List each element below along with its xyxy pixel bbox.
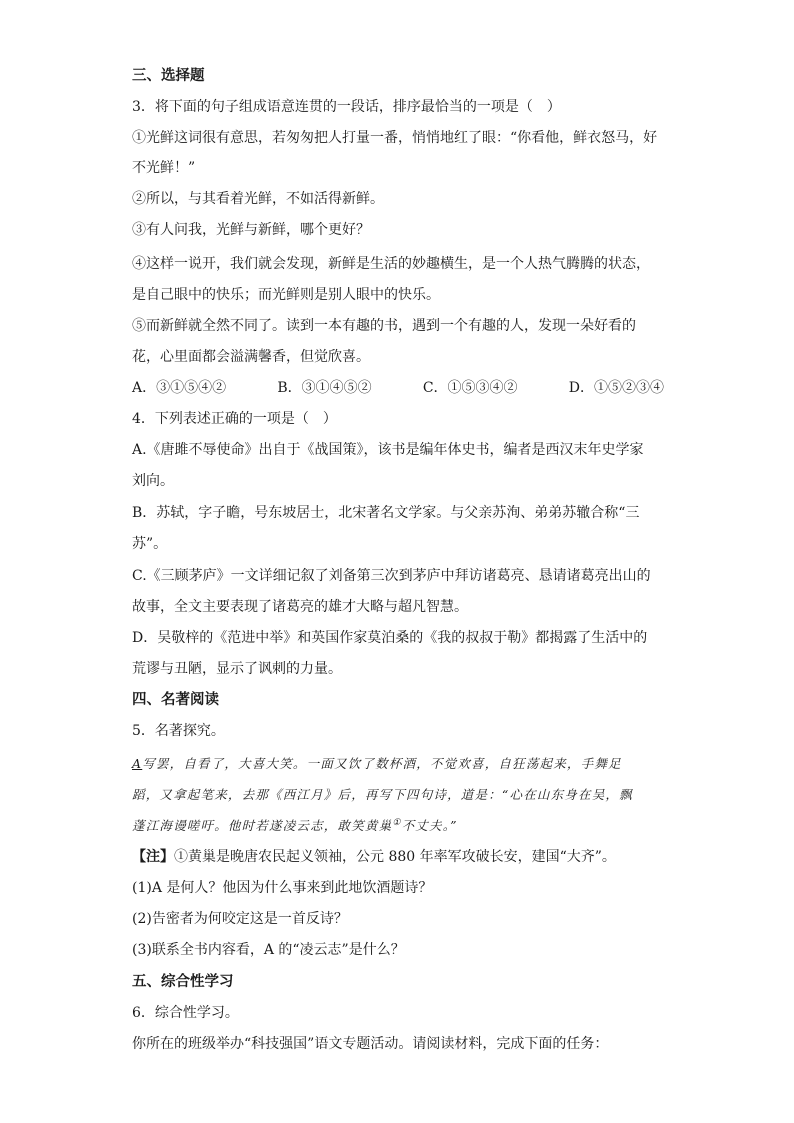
note-text: ①黄巢是晚唐农民起义领袖，公元 880 年率军攻破长安，建国“大齐”。 bbox=[174, 849, 616, 865]
sentence-1-line-2: 不光鲜！” bbox=[132, 160, 196, 176]
sentence-5-line-2: 花，心里面都会溢满馨香，但觉欣喜。 bbox=[132, 349, 370, 365]
q4-option-d-line-2: 荒谬与丑陋，显示了讽刺的力量。 bbox=[132, 661, 342, 677]
question-5-stem: 5．名著探究。 bbox=[132, 723, 225, 739]
section-title-choice: 三、选择题 bbox=[132, 68, 205, 84]
q4-option-d-line-1[interactable]: D．吴敬梓的《范进中举》和英国作家莫泊桑的《我的叔叔于勒》都揭露了生活中的 bbox=[132, 630, 648, 646]
question-6-intro: 你所在的班级举办“科技强国”语文专题活动。请阅读材料，完成下面的任务： bbox=[132, 1036, 609, 1052]
section-title-integrated: 五、综合性学习 bbox=[132, 974, 234, 990]
excerpt-text-1: 写罢，自看了，大喜大笑。一面又饮了数杯酒，不觉欢喜，自狂荡起来，手舞足 bbox=[142, 756, 622, 771]
option-b[interactable]: B．③①④⑤② bbox=[277, 380, 372, 396]
option-c[interactable]: C．①⑤③④② bbox=[422, 380, 518, 396]
q4-option-b-line-1[interactable]: B．苏轼，字子瞻，号东坡居士，北宋著名文学家。与父亲苏洵、弟弟苏辙合称“三 bbox=[132, 505, 640, 521]
q5-subquestion-3: (3)联系全书内容看，A 的“凌云志”是什么？ bbox=[132, 942, 405, 958]
section-title-reading: 四、名著阅读 bbox=[132, 692, 219, 708]
excerpt-text-3b: 不丈夫。” bbox=[401, 818, 458, 833]
q5-subquestion-1: (1)A 是何人？他因为什么事来到此地饮酒题诗？ bbox=[132, 880, 433, 896]
sentence-5-line-1: ⑤而新鲜就全然不同了。读到一本有趣的书，遇到一个有趣的人，发现一朵好看的 bbox=[132, 318, 636, 334]
sentence-4-line-2: 是自己眼中的快乐；而光鲜则是别人眼中的快乐。 bbox=[132, 287, 440, 303]
question-6-stem: 6．综合性学习。 bbox=[132, 1005, 239, 1021]
sentence-1-line-1: ①光鲜这词很有意思，若匆匆把人打量一番，悄悄地红了眼：“你看他，鲜衣怒马，好 bbox=[132, 130, 658, 146]
question-3-stem: 3．将下面的句子组成语意连贯的一段话，排序最恰当的一项是（ ） bbox=[132, 99, 561, 115]
footnote-marker: ① bbox=[392, 817, 402, 828]
excerpt-line-1 bbox=[132, 754, 622, 774]
option-a[interactable]: A．③①⑤④② bbox=[132, 380, 227, 396]
excerpt-a-marker: A bbox=[132, 756, 143, 771]
q5-subquestion-2: (2)告密者为何咬定这是一首反诗？ bbox=[132, 911, 348, 927]
sentence-4-line-1: ④这样一说开，我们就会发现，新鲜是生活的妙趣横生，是一个人热气腾腾的状态， bbox=[132, 256, 650, 272]
sentence-3: ③有人问我，光鲜与新鲜，哪个更好？ bbox=[132, 222, 370, 238]
question-4-stem: 4．下列表述正确的一项是（ ） bbox=[132, 411, 337, 427]
question-3-options bbox=[132, 378, 664, 398]
q4-option-c-line-1[interactable]: C.《三顾茅庐》一文详细记叙了刘备第三次到茅庐中拜访诸葛亮、恳请诸葛亮出山的 bbox=[132, 568, 651, 584]
option-d[interactable]: D．①⑤②③④ bbox=[568, 380, 664, 396]
q4-option-a-line-2: 刘向。 bbox=[132, 473, 174, 489]
q4-option-b-line-2: 苏”。 bbox=[132, 536, 168, 552]
excerpt-line-3 bbox=[132, 816, 458, 836]
excerpt-line-2: 蹈，又拿起笔来，去那《西江月》后，再写下四句诗，道是：“心在山东身在吴，飘 bbox=[132, 787, 633, 802]
q4-option-c-line-2: 故事，全文主要表现了诸葛亮的雄才大略与超凡智慧。 bbox=[132, 599, 468, 615]
note-label: 【注】 bbox=[132, 849, 174, 865]
excerpt-text-3a: 蓬江海谩嗟吁。他时若遂凌云志，敢笑黄巢 bbox=[132, 818, 393, 833]
q4-option-a-line-1[interactable]: A.《唐雎不辱使命》出自于《战国策》，该书是编年体史书，编者是西汉末年史学家 bbox=[132, 442, 644, 458]
sentence-2: ②所以，与其看着光鲜，不如活得新鲜。 bbox=[132, 191, 384, 207]
footnote bbox=[132, 847, 616, 867]
